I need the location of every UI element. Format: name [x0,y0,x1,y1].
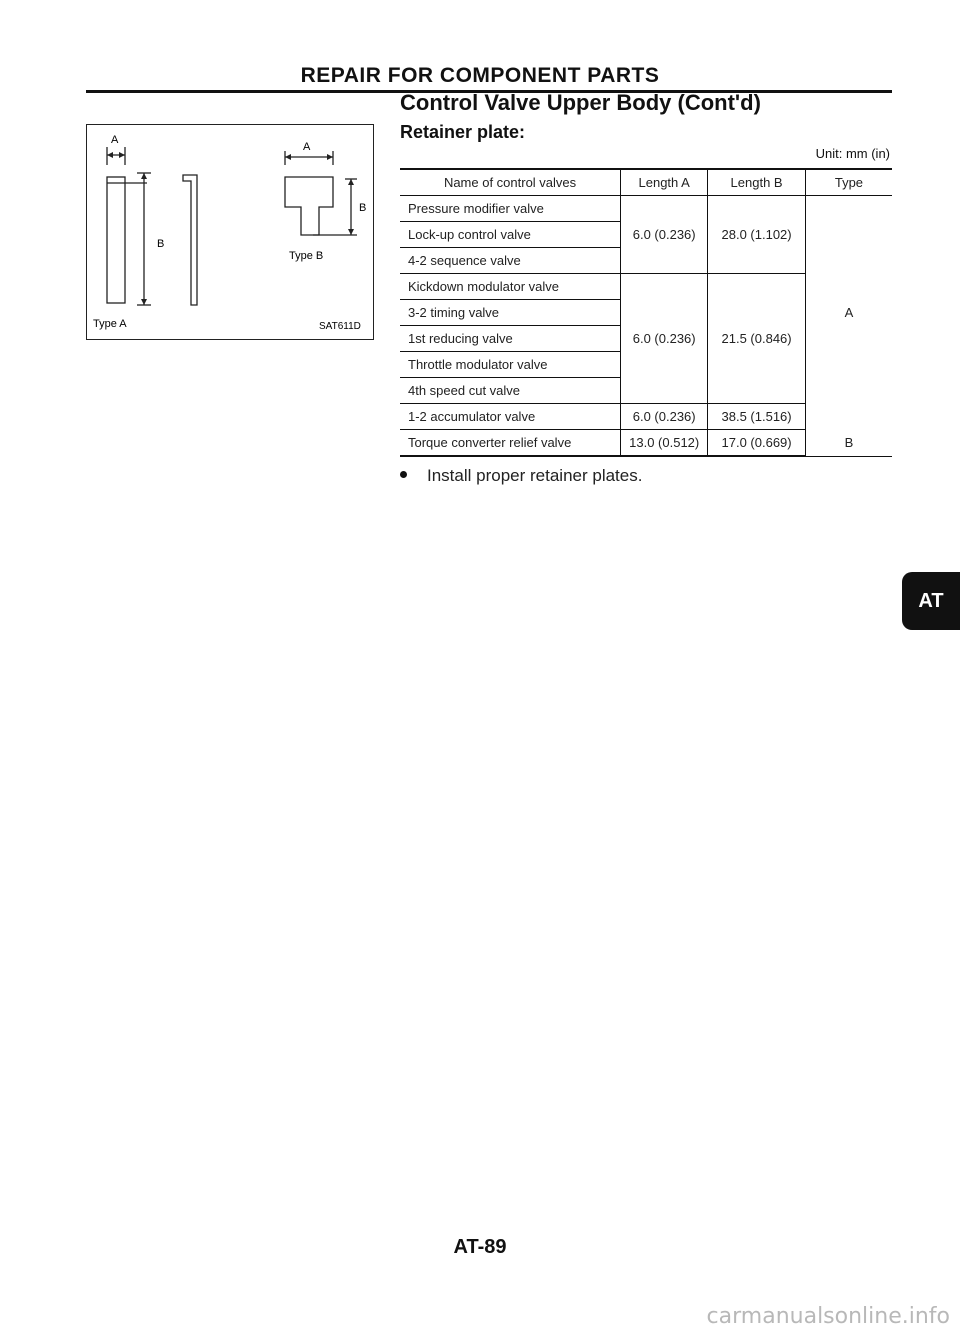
column-header: Length A [621,169,708,196]
type-value: B [805,430,892,457]
type-a-caption: Type A [93,318,127,330]
valve-name: Throttle modulator valve [400,352,621,378]
valve-name: Torque converter relief valve [400,430,621,457]
table-header-row [400,169,892,196]
column-header: Name of control valves [400,169,621,196]
length-a-value: 6.0 (0.236) [621,404,708,430]
bullet-icon [400,471,407,478]
install-note-text: Install proper retainer plates. [427,466,643,485]
figure-label-a: A [303,141,311,153]
length-b-value: 28.0 (1.102) [708,196,806,274]
figure-label-a: A [111,134,119,146]
type-a-side-profile [183,175,197,305]
install-note [400,466,642,486]
table-row [400,430,892,457]
column-header: Type [805,169,892,196]
retainer-plate-figure [86,124,374,340]
table-row [400,196,892,222]
valve-name: 1st reducing valve [400,326,621,352]
type-a-plate-shape [107,177,125,303]
valve-name: 1-2 accumulator valve [400,404,621,430]
type-b-caption: Type B [289,250,324,262]
unit-label: Unit: mm (in) [815,146,890,161]
section-header: REPAIR FOR COMPONENT PARTS [300,64,660,87]
page-number: AT-89 [453,1236,507,1258]
valve-name: Kickdown modulator valve [400,274,621,300]
valve-name: 3-2 timing valve [400,300,621,326]
valve-name: 4th speed cut valve [400,378,621,404]
valve-name: Lock-up control valve [400,222,621,248]
type-value: A [805,196,892,430]
figure-code: SAT611D [319,321,361,332]
column-header: Length B [708,169,806,196]
retainer-plate-drawing [87,125,375,341]
length-a-value: 6.0 (0.236) [621,196,708,274]
length-b-value: 38.5 (1.516) [708,404,806,430]
length-a-value: 13.0 (0.512) [621,430,708,457]
length-b-value: 17.0 (0.669) [708,430,806,457]
section-tab-at: AT [902,572,960,630]
watermark: carmanualsonline.info [706,1304,950,1329]
type-b-plate-shape [285,177,333,235]
figure-label-b: B [359,202,367,214]
retainer-plate-table [400,168,892,457]
valve-name: Pressure modifier valve [400,196,621,222]
valve-name: 4-2 sequence valve [400,248,621,274]
length-a-value: 6.0 (0.236) [621,274,708,404]
figure-label-b: B [157,238,165,250]
section-title: Control Valve Upper Body (Cont'd) [400,90,761,115]
subsection-title: Retainer plate: [400,122,526,142]
length-b-value: 21.5 (0.846) [708,274,806,404]
